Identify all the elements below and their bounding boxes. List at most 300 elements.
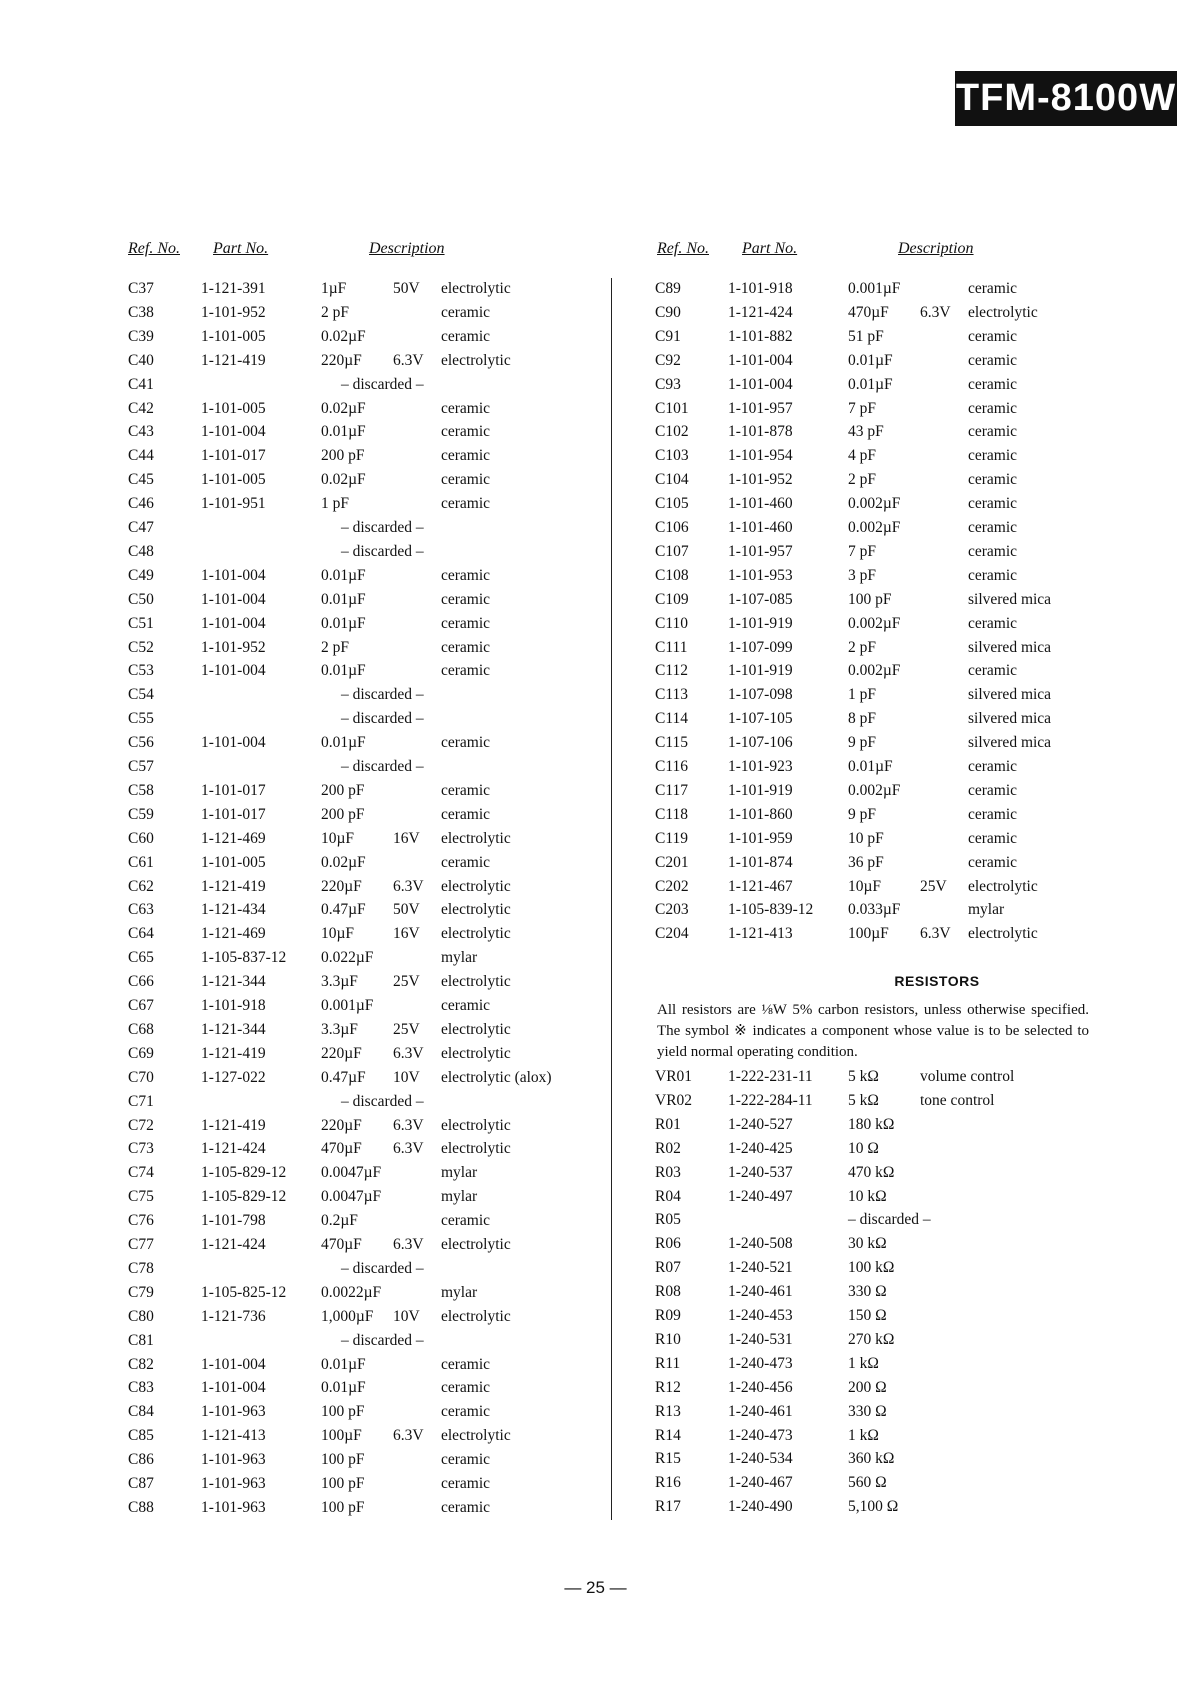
value: 270 kΩ	[848, 1330, 895, 1348]
part-no: 1-121-736	[201, 1307, 266, 1325]
ref-no: C75	[128, 1188, 154, 1206]
part-no: 1-101-004	[201, 590, 266, 608]
part-no: 1-101-004	[201, 423, 266, 441]
value: 10 pF	[848, 829, 884, 847]
type: ceramic	[441, 614, 491, 632]
ref-no: C84	[128, 1403, 154, 1421]
value: 0.2µF	[321, 1212, 358, 1230]
part-no: 1-107-099	[728, 638, 793, 656]
right-part-header: Part No.	[742, 240, 798, 257]
table-row	[655, 1403, 1175, 1425]
part-no: 1-101-017	[201, 447, 266, 465]
table-row	[128, 471, 648, 493]
value: 5 kΩ	[848, 1091, 879, 1109]
type: electrolytic	[441, 973, 511, 991]
voltage: 6.3V	[393, 351, 424, 369]
type: ceramic	[968, 327, 1018, 345]
value: 0.47µF	[321, 1068, 366, 1086]
type: mylar	[441, 1188, 478, 1206]
value: 200 pF	[321, 447, 365, 465]
type: ceramic	[441, 399, 491, 417]
table-row	[128, 376, 648, 398]
value: 0.022µF	[321, 949, 374, 967]
table-row	[128, 1140, 648, 1162]
value: 0.01µF	[848, 375, 893, 393]
value: 100 pF	[321, 1451, 365, 1469]
resistors-title: RESISTORS	[894, 973, 980, 989]
value: 0.02µF	[321, 471, 366, 489]
type: ceramic	[968, 375, 1018, 393]
value: 0.01µF	[848, 758, 893, 775]
value: 100 pF	[848, 590, 892, 608]
voltage: 25V	[393, 973, 420, 991]
value: – discarded –	[341, 686, 424, 704]
type: ceramic	[441, 1451, 491, 1469]
part-no: 1-121-413	[728, 925, 793, 943]
value: 0.0047µF	[321, 1164, 382, 1182]
ref-no: C39	[128, 327, 154, 345]
table-row	[128, 734, 648, 756]
table-row	[655, 328, 1175, 350]
table-row	[128, 997, 648, 1019]
ref-no: C45	[128, 471, 154, 489]
type: electrolytic	[441, 1140, 511, 1158]
value: 470µF	[848, 303, 889, 321]
ref-no: C103	[655, 447, 689, 465]
ref-no: C58	[128, 781, 154, 799]
table-row	[655, 615, 1175, 637]
type: ceramic	[441, 471, 491, 489]
ref-no: C117	[655, 781, 689, 799]
type: ceramic	[441, 781, 491, 799]
type: ceramic	[441, 1403, 491, 1421]
table-row	[655, 1068, 1175, 1090]
table-row	[128, 758, 648, 780]
part-no: 1-101-004	[201, 662, 266, 680]
ref-no: C101	[655, 399, 689, 417]
part-no: 1-101-963	[201, 1451, 266, 1469]
value: 8 pF	[848, 710, 876, 728]
part-no: 1-101-952	[201, 638, 266, 656]
ref-no: R09	[655, 1307, 681, 1324]
ref-no: C86	[128, 1451, 154, 1469]
ref-no: C92	[655, 351, 681, 369]
type: ceramic	[441, 1498, 491, 1516]
ref-no: C202	[655, 877, 689, 895]
ref-no: C89	[655, 280, 681, 297]
table-row	[128, 710, 648, 732]
value: – discarded –	[848, 1211, 931, 1229]
value: 100µF	[848, 925, 889, 943]
table-row	[128, 1499, 648, 1521]
ref-no: C118	[655, 805, 689, 823]
value: 3.3µF	[321, 973, 358, 991]
part-no: 1-107-098	[728, 686, 793, 704]
value: 470µF	[321, 1236, 362, 1253]
voltage: 50V	[393, 901, 420, 919]
type: mylar	[441, 1283, 478, 1301]
table-row	[655, 376, 1175, 398]
voltage: 6.3V	[393, 1427, 424, 1445]
table-row	[128, 854, 648, 876]
part-no: 1-240-461	[728, 1283, 793, 1301]
table-row	[128, 806, 648, 828]
ref-no: C116	[655, 758, 689, 775]
type: ceramic	[441, 1212, 491, 1230]
table-row	[655, 1092, 1175, 1114]
type: ceramic	[441, 327, 491, 345]
table-row	[128, 447, 648, 469]
type: ceramic	[968, 805, 1018, 823]
ref-no: R15	[655, 1450, 681, 1468]
part-no: 1-240-453	[728, 1307, 793, 1324]
part-no: 1-101-004	[201, 614, 266, 632]
table-row	[128, 400, 648, 422]
value: 0.002µF	[848, 495, 901, 513]
type: electrolytic	[441, 829, 511, 847]
part-no: 1-121-391	[201, 280, 266, 297]
table-row	[655, 1498, 1175, 1520]
table-row	[128, 1427, 648, 1449]
ref-no: C112	[655, 662, 689, 680]
ref-no: C109	[655, 590, 689, 608]
table-row	[128, 782, 648, 804]
part-no: 1-240-473	[728, 1426, 793, 1444]
ref-no: C105	[655, 495, 689, 513]
type: ceramic	[968, 495, 1018, 513]
ref-no: C64	[128, 925, 154, 943]
type: ceramic	[968, 471, 1018, 489]
value: 3.3µF	[321, 1020, 358, 1038]
ref-no: C70	[128, 1068, 154, 1086]
ref-no: C204	[655, 925, 689, 943]
type: electrolytic	[441, 280, 511, 297]
value: 0.01µF	[321, 423, 366, 441]
value: 7 pF	[848, 542, 876, 560]
ref-no: C41	[128, 375, 154, 393]
table-row	[128, 1212, 648, 1234]
ref-no: C79	[128, 1283, 154, 1301]
part-no: 1-121-419	[201, 877, 266, 895]
table-row	[128, 925, 648, 947]
value: 360 kΩ	[848, 1450, 895, 1468]
type: electrolytic	[441, 1427, 511, 1445]
table-row	[128, 591, 648, 613]
value: 1 pF	[848, 686, 876, 704]
table-row	[128, 1284, 648, 1306]
ref-no: C40	[128, 351, 154, 369]
type: ceramic	[968, 614, 1018, 632]
part-no: 1-101-957	[728, 399, 793, 417]
ref-no: C68	[128, 1020, 154, 1038]
table-row	[128, 1117, 648, 1139]
part-no: 1-101-860	[728, 805, 793, 823]
ref-no: R02	[655, 1139, 681, 1157]
ref-no: R04	[655, 1187, 681, 1205]
type: electrolytic	[441, 1236, 511, 1253]
type: mylar	[441, 949, 478, 967]
table-row	[128, 830, 648, 852]
ref-no: C83	[128, 1379, 154, 1397]
value: 560 Ω	[848, 1474, 887, 1492]
part-no: 1-240-473	[728, 1354, 793, 1372]
part-no: 1-101-951	[201, 495, 266, 513]
value: 0.002µF	[848, 781, 901, 799]
value: 100 kΩ	[848, 1259, 895, 1277]
part-no: 1-240-508	[728, 1235, 793, 1253]
table-row	[655, 1331, 1175, 1353]
value: 10 kΩ	[848, 1187, 887, 1205]
type: ceramic	[441, 734, 491, 752]
value: 200 Ω	[848, 1378, 887, 1396]
part-no: 1-101-878	[728, 423, 793, 441]
type: electrolytic	[968, 877, 1038, 895]
value: 220µF	[321, 351, 362, 369]
part-no: 1-127-022	[201, 1068, 266, 1086]
part-no: 1-121-413	[201, 1427, 266, 1445]
table-row	[655, 710, 1175, 732]
value: 0.01µF	[321, 566, 366, 584]
ref-no: R01	[655, 1115, 681, 1133]
type: silvered mica	[968, 686, 1052, 704]
voltage: 16V	[393, 925, 420, 943]
table-row	[128, 615, 648, 637]
part-no: 1-101-919	[728, 614, 793, 632]
type: electrolytic	[441, 1044, 511, 1062]
table-row	[128, 639, 648, 661]
description: tone control	[920, 1091, 995, 1109]
part-no: 1-101-919	[728, 662, 793, 680]
value: 0.47µF	[321, 901, 366, 919]
ref-no: R11	[655, 1354, 681, 1372]
type: ceramic	[968, 280, 1018, 297]
table-row	[655, 1116, 1175, 1138]
part-no: 1-101-004	[201, 1355, 266, 1373]
table-row	[655, 519, 1175, 541]
value: 0.002µF	[848, 662, 901, 680]
table-row	[655, 734, 1175, 756]
ref-no: C54	[128, 686, 154, 704]
ref-no: VR01	[655, 1068, 693, 1085]
table-row	[655, 782, 1175, 804]
value: 220µF	[321, 1044, 362, 1062]
value: 0.033µF	[848, 901, 901, 919]
ref-no: C73	[128, 1140, 154, 1158]
right-desc-header: Description	[898, 240, 974, 257]
value: 0.01µF	[321, 590, 366, 608]
part-no: 1-240-534	[728, 1450, 793, 1468]
table-row	[655, 1211, 1175, 1233]
part-no: 1-121-424	[728, 303, 793, 321]
ref-no: C201	[655, 853, 689, 871]
type: ceramic	[441, 1379, 491, 1397]
part-no: 1-101-004	[728, 375, 793, 393]
part-no: 1-101-798	[201, 1212, 266, 1230]
part-no: 1-107-106	[728, 734, 793, 752]
table-row	[128, 1332, 648, 1354]
value: 1,000µF	[321, 1307, 374, 1325]
table-row	[655, 1355, 1175, 1377]
type: ceramic	[968, 853, 1018, 871]
ref-no: C56	[128, 734, 154, 752]
table-row	[128, 1069, 648, 1091]
value: 0.0022µF	[321, 1283, 382, 1301]
voltage: 6.3V	[393, 877, 424, 895]
value: 2 pF	[848, 638, 876, 656]
type: ceramic	[968, 566, 1018, 584]
ref-no: C113	[655, 686, 689, 704]
page-number: — 25 —	[564, 1578, 627, 1597]
part-no: 1-101-957	[728, 542, 793, 560]
type: silvered mica	[968, 638, 1052, 656]
table-row	[655, 1259, 1175, 1281]
value: 10 Ω	[848, 1139, 879, 1157]
part-no: 1-105-829-12	[201, 1164, 287, 1182]
value: 200 pF	[321, 781, 365, 799]
table-row	[128, 1475, 648, 1497]
ref-no: C72	[128, 1116, 154, 1134]
ref-no: C87	[128, 1475, 154, 1492]
ref-no: C85	[128, 1427, 154, 1445]
value: 1µF	[321, 280, 347, 297]
table-row	[128, 495, 648, 517]
description: volume control	[920, 1068, 1015, 1085]
part-no: 1-101-952	[201, 303, 266, 321]
table-row	[128, 901, 648, 923]
type: ceramic	[968, 662, 1018, 680]
part-no: 1-101-005	[201, 853, 266, 871]
ref-no: C61	[128, 853, 154, 871]
table-row	[128, 878, 648, 900]
part-no: 1-101-005	[201, 471, 266, 489]
table-row	[655, 423, 1175, 445]
part-no: 1-121-467	[728, 877, 793, 895]
type: ceramic	[441, 303, 491, 321]
part-no: 1-240-467	[728, 1474, 793, 1492]
table-row	[128, 280, 648, 302]
value: 2 pF	[321, 303, 349, 321]
value: – discarded –	[341, 1331, 424, 1349]
value: 10µF	[848, 877, 882, 895]
voltage: 25V	[393, 1020, 420, 1038]
part-no: 1-105-837-12	[201, 949, 287, 967]
value: 36 pF	[848, 853, 884, 871]
value: 43 pF	[848, 423, 884, 441]
table-row	[655, 901, 1175, 923]
value: 100 pF	[321, 1403, 365, 1421]
part-no: 1-101-005	[201, 399, 266, 417]
type: silvered mica	[968, 590, 1052, 608]
value: 100 pF	[321, 1498, 365, 1516]
value: 180 kΩ	[848, 1115, 895, 1133]
value: 7 pF	[848, 399, 876, 417]
table-row	[655, 758, 1175, 780]
part-no: 1-101-882	[728, 327, 793, 345]
ref-no: C66	[128, 973, 154, 991]
ref-no: C119	[655, 829, 689, 847]
value: 9 pF	[848, 734, 876, 752]
type: ceramic	[968, 829, 1018, 847]
type: ceramic	[441, 853, 491, 871]
value: 100 pF	[321, 1475, 365, 1492]
type: ceramic	[441, 566, 491, 584]
type: electrolytic	[441, 901, 511, 919]
ref-no: R13	[655, 1402, 681, 1420]
table-row	[128, 352, 648, 374]
type: ceramic	[441, 590, 491, 608]
table-row	[128, 1403, 648, 1425]
value: 150 Ω	[848, 1307, 887, 1324]
table-row	[655, 1427, 1175, 1449]
part-no: 1-101-460	[728, 519, 793, 536]
ref-no: R14	[655, 1426, 681, 1444]
value: 0.001µF	[848, 280, 901, 297]
table-row	[128, 328, 648, 350]
value: 0.0047µF	[321, 1188, 382, 1206]
ref-no: C60	[128, 829, 154, 847]
table-row	[128, 304, 648, 326]
ref-no: C38	[128, 303, 154, 321]
ref-no: R17	[655, 1498, 681, 1516]
type: electrolytic	[441, 351, 511, 369]
value: – discarded –	[341, 710, 424, 728]
voltage: 16V	[393, 829, 420, 847]
ref-no: C102	[655, 423, 689, 441]
voltage: 6.3V	[393, 1116, 424, 1134]
value: 1 kΩ	[848, 1354, 879, 1372]
table-row	[655, 806, 1175, 828]
type: ceramic	[968, 399, 1018, 417]
type: ceramic	[968, 447, 1018, 465]
table-row	[655, 1450, 1175, 1472]
table-row	[128, 519, 648, 541]
table-row	[128, 1045, 648, 1067]
part-no: 1-101-963	[201, 1475, 266, 1492]
ref-no: C203	[655, 901, 689, 919]
table-row	[655, 1307, 1175, 1329]
value: 0.002µF	[848, 519, 901, 536]
table-row	[655, 925, 1175, 947]
part-no: 1-121-344	[201, 1020, 266, 1038]
part-no: 1-121-419	[201, 1044, 266, 1062]
type: electrolytic	[968, 303, 1038, 321]
type: electrolytic	[441, 1020, 511, 1038]
type: electrolytic	[441, 1307, 511, 1325]
ref-no: C106	[655, 519, 689, 536]
table-row	[655, 400, 1175, 422]
part-no: 1-101-460	[728, 495, 793, 513]
type: ceramic	[441, 423, 491, 441]
ref-no: C62	[128, 877, 154, 895]
table-row	[655, 495, 1175, 517]
ref-no: C42	[128, 399, 154, 417]
value: 0.001µF	[321, 997, 374, 1014]
ref-no: C52	[128, 638, 154, 656]
part-no: 1-101-004	[728, 351, 793, 369]
part-no: 1-240-461	[728, 1402, 793, 1420]
left-part-header: Part No.	[213, 240, 269, 257]
type: ceramic	[441, 805, 491, 823]
ref-no: C115	[655, 734, 689, 752]
voltage: 6.3V	[393, 1140, 424, 1158]
table-row	[655, 1283, 1175, 1305]
part-no: 1-101-959	[728, 829, 793, 847]
type: ceramic	[968, 519, 1018, 536]
part-no: 1-105-829-12	[201, 1188, 287, 1206]
part-no: 1-101-004	[201, 734, 266, 752]
right-ref-header: Ref. No.	[657, 240, 709, 257]
part-no: 1-240-537	[728, 1163, 793, 1181]
